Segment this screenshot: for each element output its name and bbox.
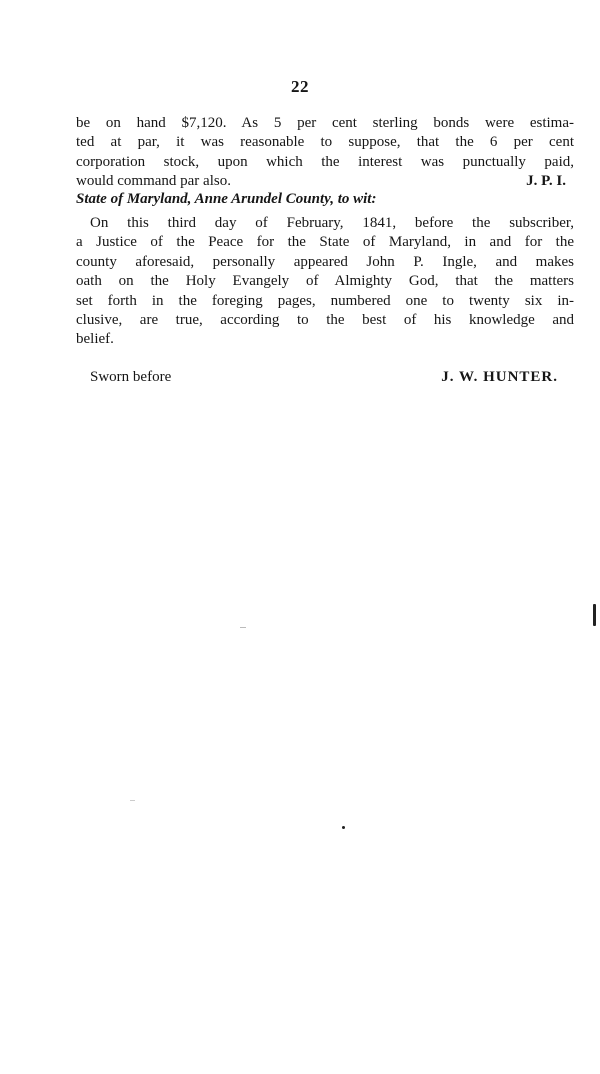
page-number: 22 [291,77,309,96]
text-line: a Justice of the Peace for the State of Maryland, in and for the [76,234,574,251]
text-line: would command par also. [76,173,231,190]
paragraph-affidavit [76,214,574,350]
scan-speck [342,826,345,829]
paragraph-closing-statement [76,114,574,192]
text-line: On this third day of February, 1841, before the subscriber, [90,215,574,231]
text-line: county aforesaid, personally appeared John P. Ingle, and makes [76,253,574,270]
text-line: clusive, are true, according to the best of his knowledge and [76,311,574,328]
text-line: belief. [76,331,114,348]
text-line: ted at par, it was reasonable to suppose, that the 6 per cent [76,134,574,151]
scan-speck [593,604,596,626]
author-initials: J. P. I. [526,173,566,190]
text-line: set forth in the foreging pages, numbered one to twenty six in- [76,292,574,309]
text-line: oath on the Holy Evangely of Almighty God, that the matters [76,273,574,290]
text-line: corporation stock, upon which the interest was punctually paid, [76,153,574,170]
text-line: be on hand $7,120. As 5 per cent sterling bonds were estima- [76,115,574,131]
signoff-row [76,172,574,191]
venue-heading: State of Maryland, Anne Arundel County, to wit: [76,191,377,207]
sworn-before-label: Sworn before [90,369,172,385]
sworn-before-row [90,369,558,386]
scan-speck [240,627,246,628]
scan-speck [130,800,135,801]
signature-name: J. W. HUNTER. [441,369,558,385]
